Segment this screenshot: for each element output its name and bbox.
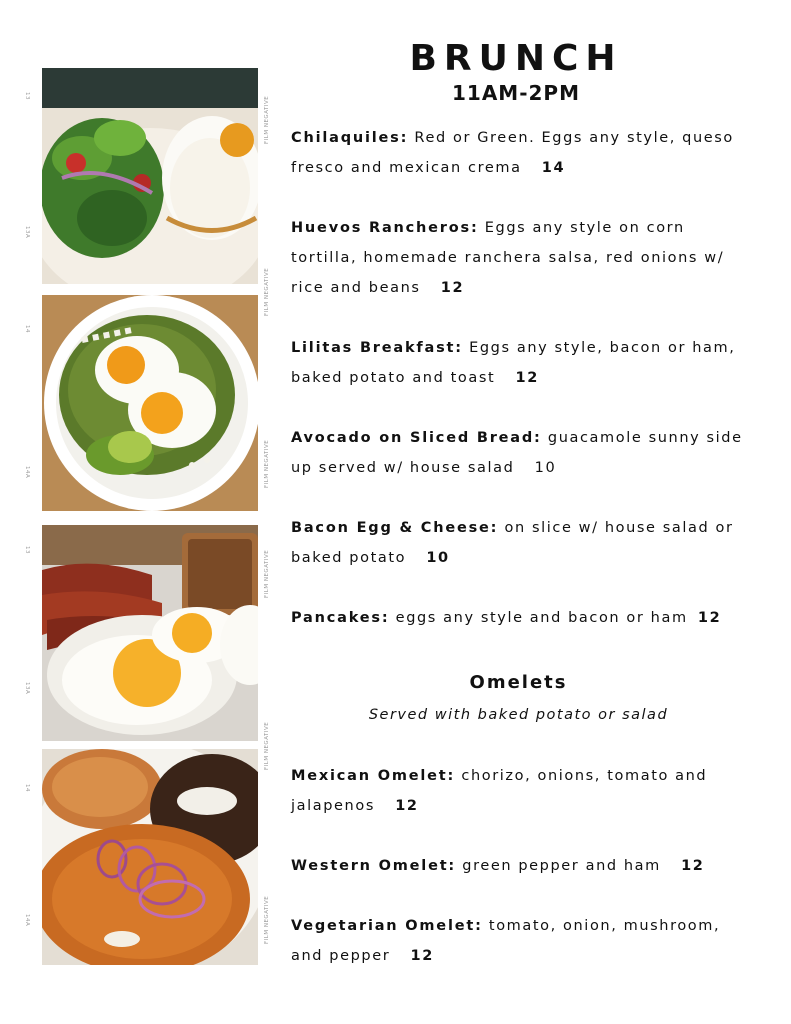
menu-item-description: Eggs any style on corn tortilla, homemade ranchera salsa, red onions w/ rice and beans [291,220,725,296]
menu-item-price: 14 [541,160,566,176]
menu-item-price: 10 [534,460,557,476]
frame-number: 13A [24,682,30,695]
omelets-section-subtitle: Served with baked potato or salad [368,707,669,723]
menu-item-avocado-on-sliced-bread [291,423,756,483]
frame-number: 13 [24,92,30,100]
menu-item-name: Chilaquiles: [291,130,409,146]
frame-number: 13A [24,226,30,239]
omelets-section-title: Omelets [469,672,568,693]
menu-item-price: 12 [681,858,705,874]
film-edge-label: FILM NEGATIVE [264,721,270,770]
menu-item-description: Eggs any style, bacon or ham, baked potato and toast [291,340,736,386]
film-edge-label: FILM NEGATIVE [264,95,270,144]
frame-number: 14A [24,466,30,479]
menu-item-name: Bacon Egg & Cheese: [291,520,499,536]
menu-item-name: Vegetarian Omelet: [291,918,483,934]
menu-item-lilitas-breakfast [291,333,756,393]
menu-item-name: Western Omelet: [291,858,457,874]
menu-item-description: green pepper and ham [462,858,661,874]
menu-item-price: 12 [395,798,419,814]
menu-item-description: eggs any style and bacon or ham [395,610,688,626]
frame-number: 14 [24,784,30,792]
menu-item-description: Red or Green. Eggs any style, queso fresco and mexican crema [291,130,734,176]
menu-item-name: Mexican Omelet: [291,768,456,784]
menu-item-description: on slice w/ house salad or baked potato [291,520,734,566]
menu-item-western-omelet [291,851,756,881]
chilaquiles-verdes-photo [42,295,258,511]
menu-item-price: 10 [426,550,450,566]
menu-item-description: guacamole sunny side up served w/ house salad [291,430,743,476]
film-edge-label: FILM NEGATIVE [264,549,270,598]
menu-item-pancakes [291,603,756,633]
menu-item-huevos-rancheros [291,213,756,303]
menu-item-chilaquiles [291,123,756,183]
menu-item-mexican-omelet [291,761,756,821]
menu-item-name: Lilitas Breakfast: [291,340,463,356]
menu-title: BRUNCH [409,38,623,79]
brunch-menu [291,38,761,964]
frame-number: 13 [24,546,30,554]
frame-number: 14A [24,914,30,927]
menu-item-name: Avocado on Sliced Bread: [291,430,542,446]
menu-item-price: 12 [440,280,465,296]
menu-item-price: 12 [697,610,722,626]
menu-item-description: tomato, onion, mushroom, and pepper [291,918,721,964]
omelet-rice-beans-photo [42,749,258,965]
menu-item-name: Huevos Rancheros: [291,220,479,236]
menu-hours: 11AM-2PM [452,81,580,105]
frame-number: 14 [24,325,30,333]
menu-item-description: chorizo, onions, tomato and jalapenos [291,768,708,814]
bacon-eggs-toast-photo [42,525,258,741]
menu-item-vegetarian-omelet [291,911,756,971]
menu-item-price: 12 [515,370,539,386]
film-edge-label: FILM NEGATIVE [264,267,270,316]
salad-with-fried-egg-photo [42,68,258,284]
film-edge-label: FILM NEGATIVE [264,895,270,944]
menu-item-price: 12 [410,948,434,964]
menu-item-name: Pancakes: [291,610,390,626]
film-edge-label: FILM NEGATIVE [264,439,270,488]
menu-item-bacon-egg-cheese [291,513,756,573]
